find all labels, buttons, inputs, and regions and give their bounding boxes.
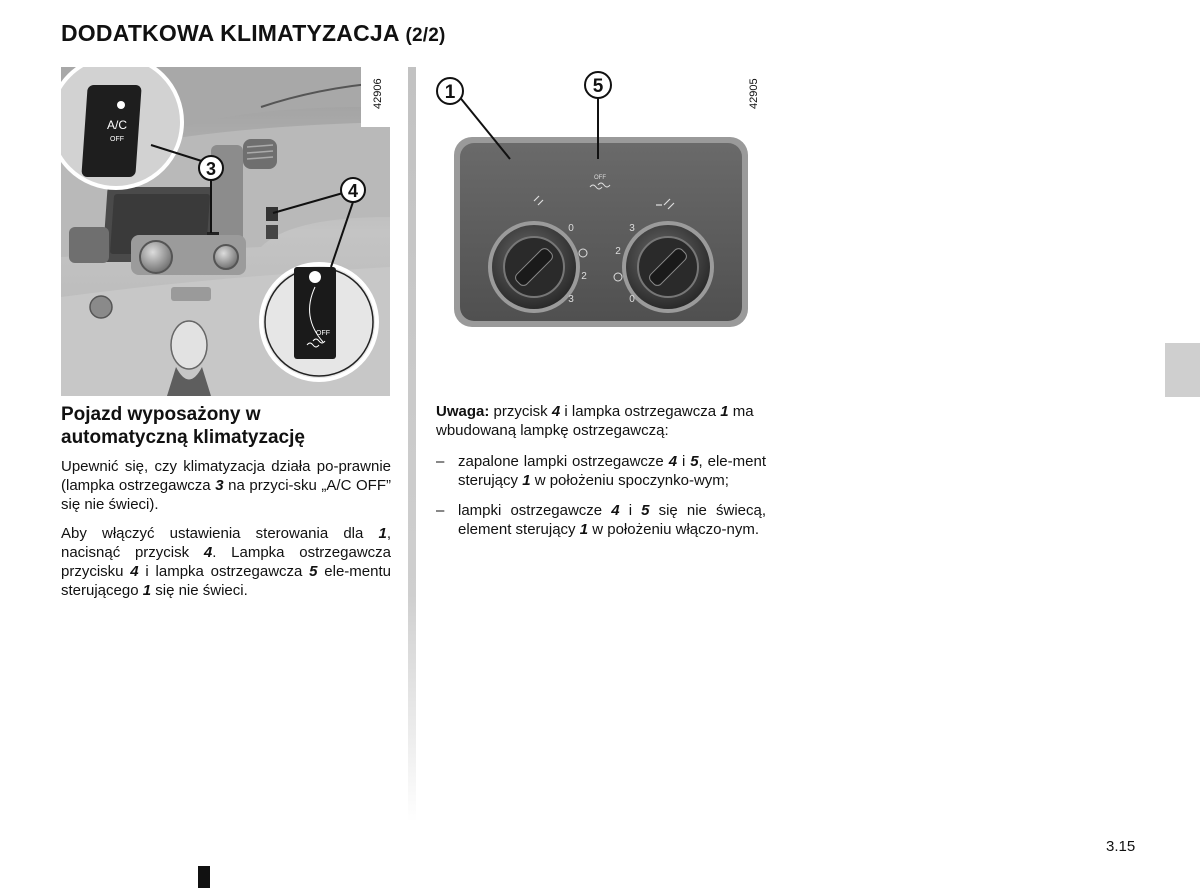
paragraph-enable-settings: [61, 524, 391, 600]
ref-number: 1: [720, 403, 729, 420]
ref-number: 1: [522, 472, 531, 489]
callout-5: 5: [592, 76, 604, 97]
paragraph-check-ac: [61, 457, 391, 514]
text-run: Aby włączyć ustawienia sterowania dla: [61, 525, 379, 542]
figure-code-left: 42906: [372, 78, 384, 109]
right-scale-3: 3: [629, 223, 635, 234]
ac-button-off-label: OFF: [110, 136, 124, 143]
note-intro: [436, 402, 766, 440]
ref-number: 4: [130, 563, 139, 580]
ref-number: 5: [641, 502, 650, 519]
ref-number: 1: [142, 582, 152, 599]
text-run: i lampka ostrzegawcza: [560, 403, 721, 420]
chapter-tab: [1165, 343, 1200, 397]
ac-button-label: A/C: [106, 118, 128, 132]
left-scale-0: 0: [568, 223, 574, 234]
text-run: zapalone lampki ostrzegawcze: [458, 453, 669, 470]
text-run: ele-mentu sterującego: [61, 563, 391, 599]
callout-4: 4: [347, 181, 359, 201]
text-run: i: [677, 453, 691, 470]
note-label: Uwaga:: [436, 403, 490, 420]
ref-number: 4: [611, 502, 620, 519]
left-scale-2: 2: [581, 271, 587, 282]
left-scale-3: 3: [568, 294, 574, 305]
list-item: [436, 501, 766, 539]
text-run: lampki ostrzegawcze: [458, 502, 612, 519]
figure-code-right: 42905: [748, 78, 760, 109]
callout-1: 1: [444, 82, 456, 103]
text-run: , ele-ment sterujący: [458, 453, 766, 489]
control-panel-illustration: [430, 67, 770, 337]
text-run: się nie świeci.: [151, 582, 248, 599]
page-heading: [61, 20, 446, 47]
left-column-text: [61, 457, 391, 610]
list-dash: –: [436, 502, 445, 519]
section-title: Pojazd wyposażony w automatyczną klimatyzację: [61, 404, 305, 448]
text-run: ma wbudowaną lampkę ostrzegawczą:: [436, 403, 754, 439]
list-item: [436, 452, 766, 490]
right-scale-2: 2: [615, 246, 621, 257]
text-run: i lampka ostrzegawcza: [138, 563, 310, 580]
right-scale-0: 0: [629, 294, 635, 305]
indicator-off-label: OFF: [594, 175, 606, 181]
ref-number: 4: [203, 544, 213, 561]
heading-title: DODATKOWA KLIMATYZACJA: [61, 20, 399, 46]
ref-number: 4: [551, 403, 561, 420]
text-run: i: [619, 502, 642, 519]
crop-mark: [198, 866, 210, 888]
text-run: Upewnić się, czy klimatyzacja działa po-prawnie (lampka ostrzegawcza: [61, 458, 391, 494]
text-run: w położeniu włączo-nym.: [588, 521, 759, 538]
text-run: się nie świecą, element sterujący: [458, 502, 767, 538]
text-run: w położeniu spoczynko-wym;: [530, 472, 729, 489]
heading-part-indicator: (2/2): [405, 25, 446, 46]
page-number: 3.15: [1106, 838, 1136, 855]
callout-3: 3: [205, 159, 217, 179]
text-run: na przyci-sku „A/C OFF” się nie świeci).: [61, 477, 391, 513]
note-list: [436, 452, 766, 539]
ref-number: 5: [690, 453, 699, 470]
text-run: , nacisnąć przycisk: [61, 525, 391, 561]
text-run: . Lampka ostrzegawcza przycisku: [61, 544, 391, 580]
list-dash: –: [436, 453, 445, 470]
dashboard-illustration: [61, 67, 390, 396]
ref-number: 3: [215, 477, 224, 494]
right-column-text: [436, 402, 766, 550]
inset-off-label: OFF: [316, 330, 330, 337]
text-run: przycisk: [489, 403, 552, 420]
ref-number: 4: [668, 453, 678, 470]
column-divider: [408, 67, 416, 822]
ref-number: 1: [579, 521, 589, 538]
ref-number: 1: [378, 525, 387, 542]
ref-number: 5: [309, 563, 318, 580]
